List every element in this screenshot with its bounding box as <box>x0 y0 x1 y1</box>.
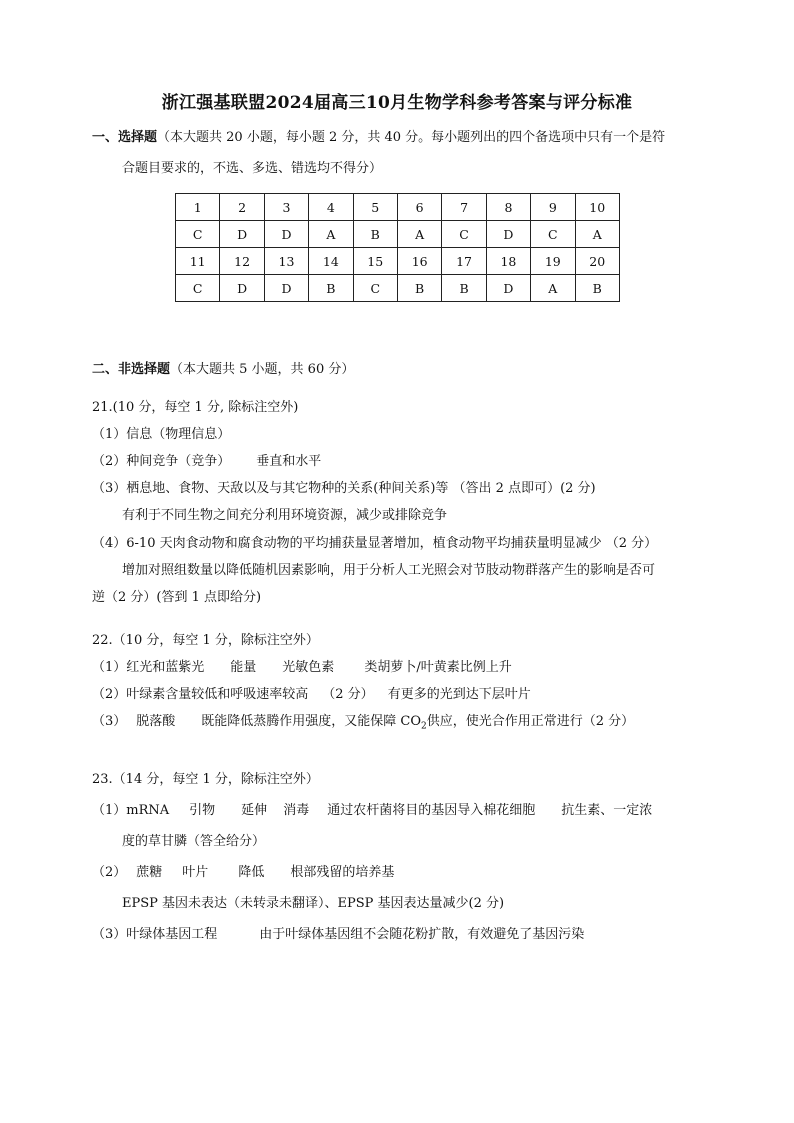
q23-a1-part6: 抗生素、一定浓 <box>561 803 653 818</box>
table-cell: D <box>264 275 308 302</box>
q21-answer-1: （1）信息（物理信息） <box>92 427 231 442</box>
q21-header: 21.(10 分，每空 1 分, 除标注空外) <box>92 400 299 415</box>
q23-answer-3 <box>92 923 584 942</box>
q23-a2-part2: 蔗糖 <box>136 865 163 880</box>
q22-a3-part2: 脱落酸 <box>136 714 176 729</box>
q21-a2-part2: 垂直和水平 <box>256 454 322 469</box>
table-cell: C <box>176 221 220 248</box>
q22-a3-part3: 既能降低蒸腾作用强度，又能保障 CO <box>201 714 422 729</box>
table-cell: 16 <box>397 248 441 275</box>
q21-answer-4: （4）6-10 天肉食动物和腐食动物的平均捕获量显著增加，植食动物平均捕获量明显减少 （2 分） <box>92 536 658 551</box>
q23-a3-part1: （3）叶绿体基因工程 <box>92 927 218 942</box>
table-cell: 2 <box>220 194 264 221</box>
q23-answer-2-line2: EPSP 基因未表达（未转录未翻译）、EPSP 基因表达量减少(2 分) <box>122 896 505 911</box>
table-cell: 1 <box>176 194 220 221</box>
q22-a2-part3: 有更多的光到达下层叶片 <box>387 687 531 702</box>
table-cell: 10 <box>575 194 619 221</box>
q23-a1-part1: （1）mRNA <box>92 803 170 818</box>
table-cell: D <box>486 275 530 302</box>
table-cell: 15 <box>353 248 397 275</box>
q22-answer-1 <box>92 656 512 675</box>
section2-heading: 二、非选择题 <box>92 362 171 377</box>
table-cell: A <box>575 221 619 248</box>
table-cell: 14 <box>309 248 353 275</box>
table-cell: B <box>575 275 619 302</box>
table-cell: 6 <box>397 194 441 221</box>
table-row <box>176 194 620 221</box>
table-cell: D <box>220 275 264 302</box>
q23-answer-1 <box>92 799 652 818</box>
table-cell: 4 <box>309 194 353 221</box>
table-cell: 11 <box>176 248 220 275</box>
q22-a1-part4: 类胡萝卜/叶黄素比例上升 <box>364 660 512 675</box>
q22-answer-3 <box>92 710 634 732</box>
section1-line1 <box>92 126 665 145</box>
section2-line <box>92 358 354 377</box>
q23-a2-part5: 根部残留的培养基 <box>290 865 395 880</box>
table-cell: B <box>353 221 397 248</box>
q23-answer-2 <box>92 861 394 880</box>
q21-answer-4-line2: 增加对照组数量以降低随机因素影响，用于分析人工光照会对节肢动物群落产生的影响是否可 <box>122 563 656 578</box>
q22-a3-part4: 供应，使光合作用正常进行（2 分） <box>426 714 635 729</box>
table-row <box>176 275 620 302</box>
table-cell: 3 <box>264 194 308 221</box>
table-cell: B <box>442 275 486 302</box>
q22-a3-subscript: 2 <box>421 721 427 732</box>
table-cell: 19 <box>531 248 575 275</box>
table-row <box>176 248 620 275</box>
section2-note: （本大题共 5 小题，共 60 分） <box>170 362 355 377</box>
table-cell: C <box>176 275 220 302</box>
table-cell: C <box>353 275 397 302</box>
q22-a2-part2: （2 分） <box>322 687 374 702</box>
section1-note-line2: 合题目要求的，不选、多选、错选均不得分） <box>122 161 383 176</box>
table-cell: 9 <box>531 194 575 221</box>
q22-header: 22.（10 分，每空 1 分，除标注空外） <box>92 633 319 648</box>
table-cell: A <box>531 275 575 302</box>
q21-a2-part1: （2）种间竞争（竞争） <box>92 454 231 469</box>
section1-note: （本大题共 20 小题，每小题 2 分，共 40 分。每小题列出的四个备选项中只有一个是符 <box>157 130 666 145</box>
table-cell: C <box>442 221 486 248</box>
table-cell: A <box>397 221 441 248</box>
table-cell: 17 <box>442 248 486 275</box>
q23-a1-part3: 延伸 <box>241 803 268 818</box>
q23-a2-part1: （2） <box>92 865 127 880</box>
q23-a1-part5: 通过农杆菌将目的基因导入棉花细胞 <box>327 803 536 818</box>
table-cell: C <box>531 221 575 248</box>
q21-answer-3-reason: 有利于不同生物之间充分利用环境资源，减少或排除竞争 <box>122 508 448 523</box>
answer-table <box>175 193 620 302</box>
q22-a3-part1: （3） <box>92 714 127 729</box>
q23-a3-part2: 由于叶绿体基因组不会随花粉扩散，有效避免了基因污染 <box>259 927 585 942</box>
table-cell: B <box>397 275 441 302</box>
q22-a1-part1: （1）红光和蓝紫光 <box>92 660 205 675</box>
table-cell: 18 <box>486 248 530 275</box>
q21-answer-4-line3: 逆（2 分）(答到 1 点即给分) <box>92 590 262 605</box>
table-row <box>176 221 620 248</box>
section1-heading: 一、选择题 <box>92 130 158 145</box>
table-cell: D <box>486 221 530 248</box>
table-cell: 5 <box>353 194 397 221</box>
page-title: 浙江强基联盟2024届高三10月生物学科参考答案与评分标准 <box>161 93 633 113</box>
table-cell: B <box>309 275 353 302</box>
table-cell: A <box>309 221 353 248</box>
table-cell: 12 <box>220 248 264 275</box>
q23-a1-part4: 消毒 <box>283 803 310 818</box>
q22-a2-part1: （2）叶绿素含量较低和呼吸速率较高 <box>92 687 309 702</box>
q21-answer-2 <box>92 450 321 469</box>
table-cell: 7 <box>442 194 486 221</box>
q23-a2-part3: 叶片 <box>182 865 209 880</box>
q22-answer-2 <box>92 683 531 702</box>
table-cell: D <box>264 221 308 248</box>
table-cell: 20 <box>575 248 619 275</box>
table-cell: D <box>220 221 264 248</box>
q23-header: 23.（14 分，每空 1 分，除标注空外） <box>92 772 319 787</box>
q23-a2-part4: 降低 <box>238 865 265 880</box>
table-cell: 8 <box>486 194 530 221</box>
q21-answer-3: （3）栖息地、食物、天敌以及与其它物种的关系(种间关系)等 （答出 2 点即可）(2 分) <box>92 481 596 496</box>
table-cell: 13 <box>264 248 308 275</box>
q23-answer-1-line2: 度的草甘膦（答全给分） <box>122 834 266 849</box>
q22-a1-part3: 光敏色素 <box>282 660 335 675</box>
q22-a1-part2: 能量 <box>230 660 257 675</box>
q23-a1-part2: 引物 <box>189 803 216 818</box>
